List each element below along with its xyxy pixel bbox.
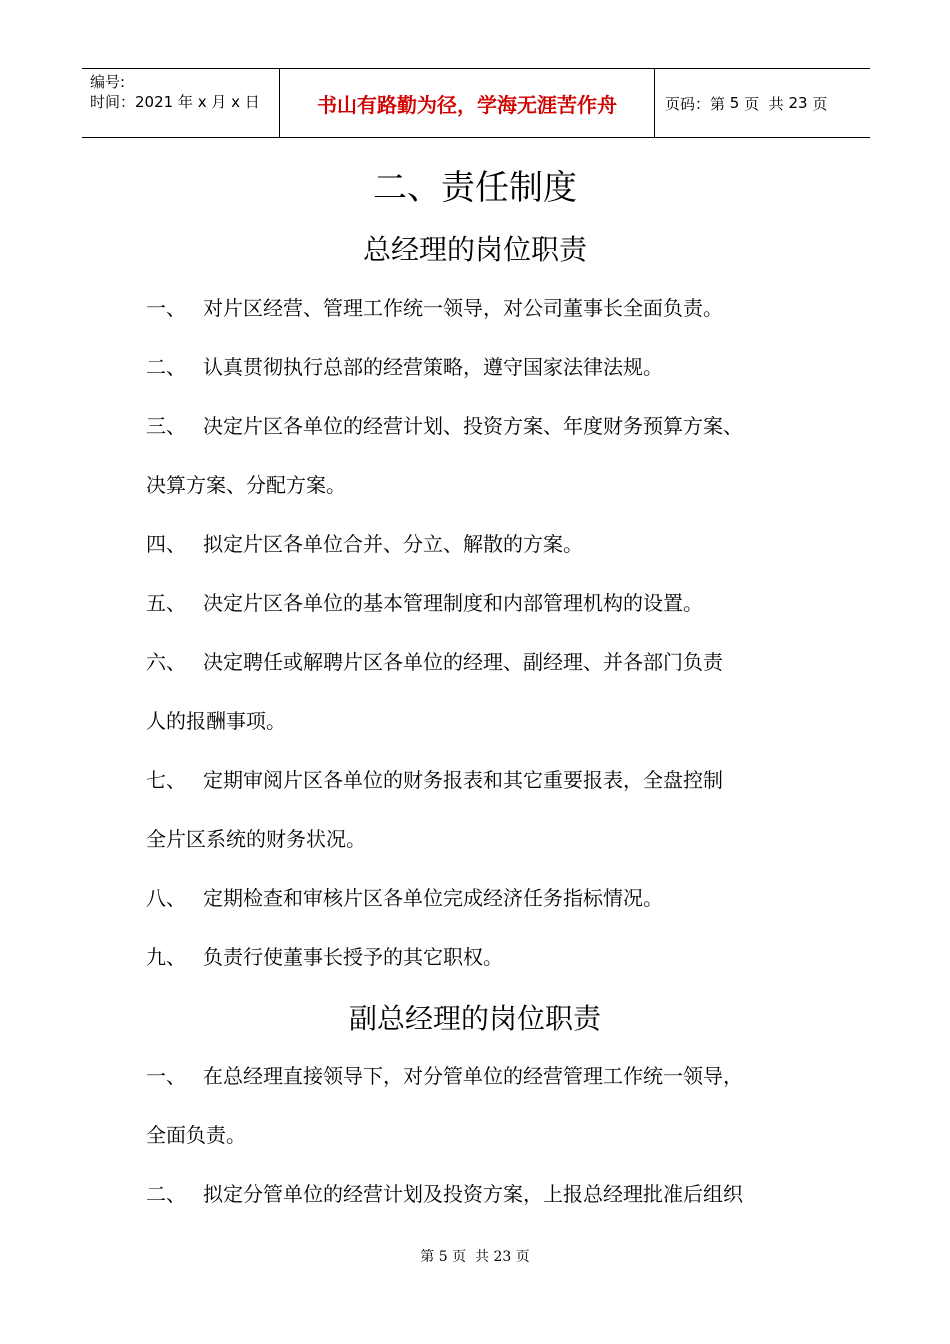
page-total: 23 <box>788 94 808 112</box>
list-item <box>146 410 743 439</box>
page-mid: 页 共 <box>744 94 784 113</box>
page-suffix: 页 <box>812 94 828 113</box>
document-number-label: 编号: <box>90 73 126 91</box>
page-prefix: 页码：第 <box>665 94 726 113</box>
page-current: 5 <box>729 94 740 112</box>
list-item-continuation: 全片区系统的财务状况。 <box>146 827 366 851</box>
item-number: 三、 <box>146 414 186 438</box>
item-number: 一、 <box>146 1064 186 1088</box>
list-item-continuation: 人的报酬事项。 <box>146 709 286 733</box>
item-number: 八、 <box>146 886 186 910</box>
item-text: 在总经理直接领导下，对分管单位的经营管理工作统一领导， <box>203 1064 743 1088</box>
header-meta <box>82 69 280 137</box>
footer-mid: 页 共 <box>452 1249 489 1265</box>
list-item <box>146 528 583 557</box>
item-number: 四、 <box>146 532 186 556</box>
item-number: 二、 <box>146 355 186 379</box>
item-number: 九、 <box>146 945 186 969</box>
section-heading: 总经理的岗位职责 <box>362 233 587 266</box>
page-header <box>82 68 870 138</box>
list-item <box>146 292 723 321</box>
footer-current: 5 <box>438 1249 448 1265</box>
item-text: 拟定片区各单位合并、分立、解散的方案。 <box>203 532 583 556</box>
list-item <box>146 941 503 970</box>
header-motto: 书山有路勤为径，学海无涯苦作舟 <box>280 69 655 137</box>
list-item <box>146 1178 743 1207</box>
item-text: 决定片区各单位的基本管理制度和内部管理机构的设置。 <box>203 591 703 615</box>
list-item-continuation: 全面负责。 <box>146 1123 246 1147</box>
page-footer <box>0 1246 950 1266</box>
list-item <box>146 764 723 793</box>
list-item-continuation: 决算方案、分配方案。 <box>146 473 346 497</box>
item-text: 对片区经营、管理工作统一领导，对公司董事长全面负责。 <box>203 296 723 320</box>
page-title: 二、责任制度 <box>373 168 577 208</box>
item-text: 决定片区各单位的经营计划、投资方案、年度财务预算方案、 <box>203 414 743 438</box>
list-item <box>146 646 723 675</box>
list-item <box>146 587 703 616</box>
item-text: 认真贯彻执行总部的经营策略，遵守国家法律法规。 <box>203 355 663 379</box>
list-item <box>146 882 663 911</box>
item-text: 定期审阅片区各单位的财务报表和其它重要报表，全盘控制 <box>203 768 723 792</box>
document-time-label: 时间：2021 年 x 月 x 日 <box>90 93 260 111</box>
footer-total: 23 <box>493 1249 512 1265</box>
item-number: 一、 <box>146 296 186 320</box>
item-text: 拟定分管单位的经营计划及投资方案，上报总经理批准后组织 <box>203 1182 743 1206</box>
item-text: 负责行使董事长授予的其它职权。 <box>203 945 503 969</box>
item-text: 决定聘任或解聘片区各单位的经理、副经理、并各部门负责 <box>203 650 723 674</box>
header-page-info <box>655 69 870 137</box>
footer-prefix: 第 <box>420 1249 435 1265</box>
item-text: 定期检查和审核片区各单位完成经济任务指标情况。 <box>203 886 663 910</box>
list-item <box>146 1060 743 1089</box>
item-number: 七、 <box>146 768 186 792</box>
list-item <box>146 351 663 380</box>
item-number: 五、 <box>146 591 186 615</box>
footer-suffix: 页 <box>515 1249 530 1265</box>
section-heading: 副总经理的岗位职责 <box>348 1002 601 1035</box>
item-number: 二、 <box>146 1182 186 1206</box>
item-number: 六、 <box>146 650 186 674</box>
